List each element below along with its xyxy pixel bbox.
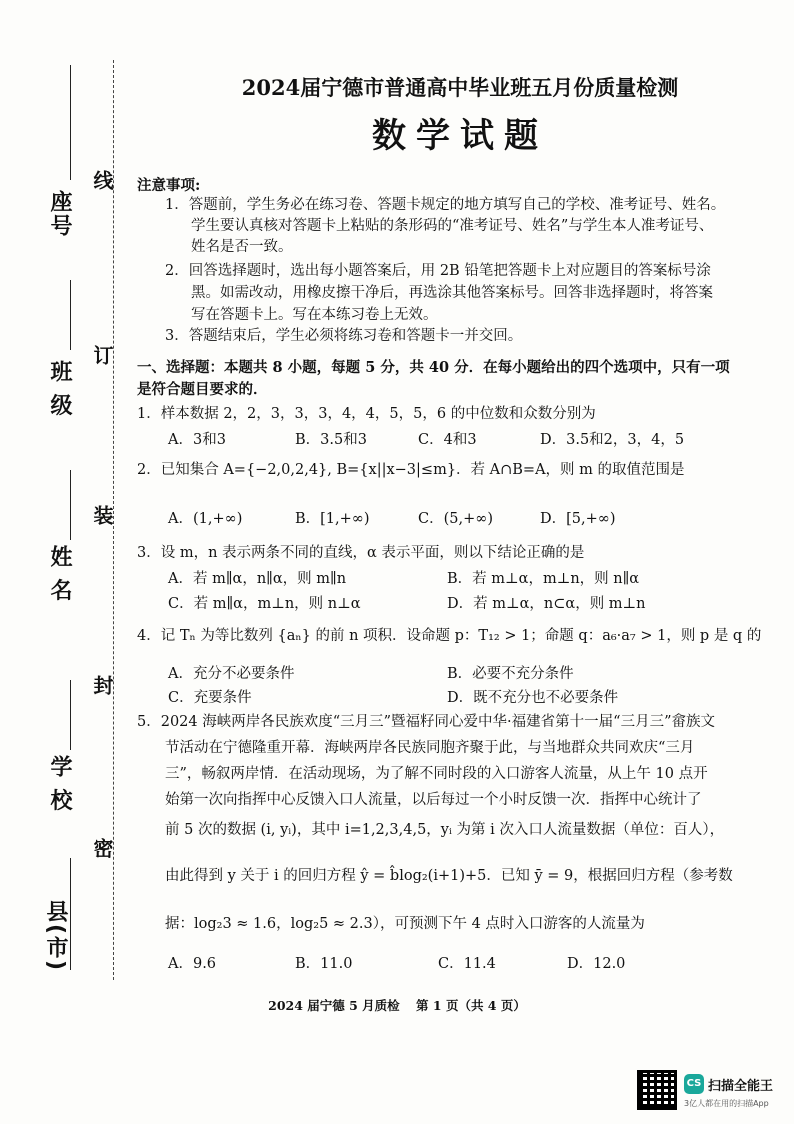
county-label: 县(市) xyxy=(43,900,68,973)
seal-char-feng: 封 xyxy=(90,675,114,697)
seat-blank xyxy=(70,65,71,180)
q2-option-c: C．(5,+∞) xyxy=(418,511,493,527)
q4-option-b: B．必要不充分条件 xyxy=(447,666,574,682)
question-5-line: 据：log₂3 ≈ 1.6，log₂5 ≈ 2.3），可预测下午 4 点时入口游客的人流量为 xyxy=(165,916,645,932)
question-5-line: 前 5 次的数据 (i, yᵢ)，其中 i=1,2,3,4,5，yᵢ 为第 i 次入口人流量数据（单位：百人）， xyxy=(165,822,725,838)
q4-option-d: D．既不充分也不必要条件 xyxy=(447,690,619,706)
scanner-tagline: 3亿人都在用的扫描App xyxy=(684,1099,769,1108)
school-blank xyxy=(70,680,71,750)
school-label: 学 校 xyxy=(47,755,72,813)
q4-option-c: C．充要条件 xyxy=(168,690,252,706)
q2-option-d: D．[5,+∞) xyxy=(540,511,616,527)
notes-heading: 注意事项: xyxy=(137,177,201,194)
q1-option-b: B．3.5和3 xyxy=(295,432,367,448)
page-footer xyxy=(0,996,794,1014)
question-5-line: 三”，畅叙两岸情．在活动现场，为了解不同时段的入口游客人流量，从上午 10 点开 xyxy=(165,766,708,782)
q3-option-c: C．若 m∥α，m⊥n，则 n⊥α xyxy=(168,596,361,612)
note-line: 3．答题结束后，学生必须将练习卷和答题卡一并交回。 xyxy=(165,328,523,344)
seal-char-xian: 线 xyxy=(90,170,114,192)
note-line: 黑。如需改动，用橡皮擦干净后，再选涂其他答案标号。回答非选择题时，将答案 xyxy=(191,285,713,301)
seal-char-mi: 密 xyxy=(90,838,114,860)
footer-exam: 2024 届宁德 5 月质检 xyxy=(268,998,400,1013)
q1-option-c: C．4和3 xyxy=(418,432,477,448)
q3-option-b: B．若 m⊥α，m⊥n，则 n∥α xyxy=(447,571,640,587)
q4-option-a: A．充分不必要条件 xyxy=(168,666,295,682)
question-2-stem: 2．已知集合 A={−2,0,2,4}, B={x||x−3|≤m}．若 A∩B=A，则 m 的取值范围是 xyxy=(137,462,685,478)
note-line: 学生要认真核对答题卡上粘贴的条形码的“准考证号、姓名”与学生本人准考证号、 xyxy=(191,218,714,234)
q5-option-a: A．9.6 xyxy=(168,956,217,972)
q1-option-d: D．3.5和2，3，4，5 xyxy=(540,432,685,448)
qr-code-icon xyxy=(637,1070,677,1110)
section-heading: 一、选择题：本题共 8 小题，每题 5 分，共 40 分．在每小题给出的四个选项中，只有一项 xyxy=(137,359,730,376)
name-label: 姓 名 xyxy=(47,545,72,603)
note-line: 1．答题前，学生务必在练习卷、答题卡规定的地方填写自己的学校、准考证号、姓名。 xyxy=(165,197,726,213)
question-5-line: 节活动在宁德隆重开幕．海峡两岸各民族同胞齐聚于此，与当地群众共同欢庆“三月 xyxy=(165,740,695,756)
scanner-name: 扫描全能王 xyxy=(708,1079,774,1094)
footer-page: 第 1 页（共 4 页） xyxy=(416,998,526,1013)
q3-option-d: D．若 m⊥α，n⊂α，则 m⊥n xyxy=(447,596,646,612)
q1-option-a: A．3和3 xyxy=(168,432,226,448)
county-blank xyxy=(70,858,71,970)
question-3-stem: 3．设 m，n 表示两条不同的直线，α 表示平面，则以下结论正确的是 xyxy=(137,545,585,561)
question-5-line: 5．2024 海峡两岸各民族欢度“三月三”暨福籽同心爱中华·福建省第十一届“三月三”畲族文 xyxy=(137,714,715,730)
q2-option-b: B．[1,+∞) xyxy=(295,511,370,527)
q5-option-b: B．11.0 xyxy=(295,956,353,972)
q2-option-a: A．(1,+∞) xyxy=(168,511,243,527)
seal-char-zhuang: 装 xyxy=(90,505,114,527)
q5-option-d: D．12.0 xyxy=(567,956,626,972)
section-heading-cont: 是符合题目要求的． xyxy=(137,381,268,398)
note-line: 姓名是否一致。 xyxy=(191,239,293,255)
subject-title: 数学试题 xyxy=(372,116,548,156)
note-line: 写在答题卡上。写在本练习卷上无效。 xyxy=(191,307,438,323)
question-5-line: 由此得到 y 关于 i 的回归方程 ŷ = b̂log₂(i+1)+5．已知 ȳ = 9，根据回归方程（参考数 xyxy=(165,868,733,884)
class-label: 班 级 xyxy=(47,360,72,418)
note-line: 2．回答选择题时，选出每小题答案后，用 2B 铅笔把答题卡上对应题目的答案标号涂 xyxy=(165,263,711,279)
q3-option-a: A．若 m∥α，n∥α，则 m∥n xyxy=(168,571,347,587)
camscanner-logo-icon: CS xyxy=(684,1074,704,1094)
q5-option-c: C．11.4 xyxy=(438,956,496,972)
question-1-stem: 1．样本数据 2，2，3，3，3，4，4，5，5，6 的中位数和众数分别为 xyxy=(137,406,596,422)
class-blank xyxy=(70,280,71,350)
question-5-line: 始第一次向指挥中心反馈入口人流量，以后每过一个小时反馈一次．指挥中心统计了 xyxy=(165,792,702,808)
seat-label: 座号 xyxy=(47,190,72,238)
name-blank xyxy=(70,470,71,540)
question-4-stem: 4．记 Tₙ 为等比数列 {aₙ} 的前 n 项积．设命题 p：T₁₂ > 1；命题 q：a₆·a₇ > 1，则 p 是 q 的 xyxy=(137,628,762,644)
exam-title: 2024届宁德市普通高中毕业班五月份质量检测 xyxy=(241,75,679,100)
seal-char-ding: 订 xyxy=(90,345,114,367)
